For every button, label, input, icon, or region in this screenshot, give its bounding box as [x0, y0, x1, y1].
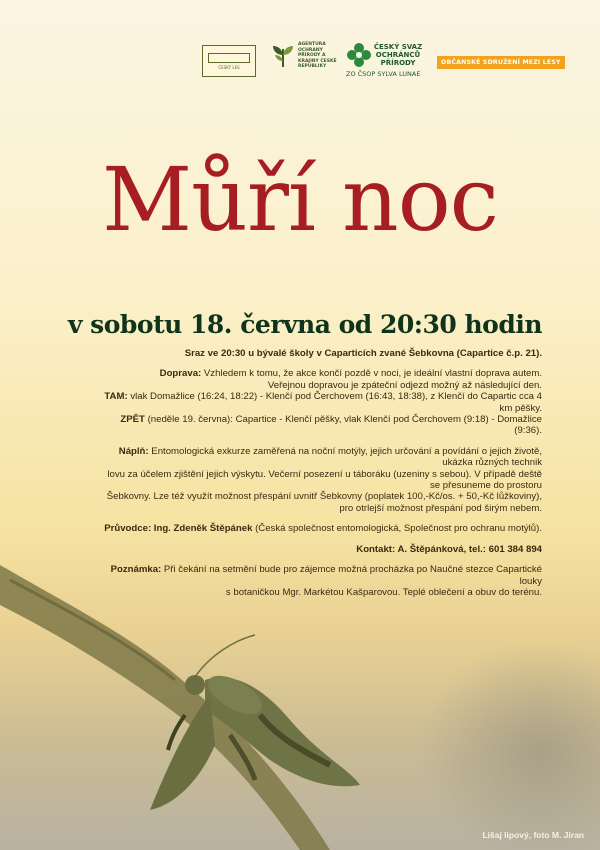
clover-emblem-icon [346, 42, 372, 68]
cesky-les-emblem-icon [208, 53, 250, 63]
transport-there-text: vlak Domažlice (16:24, 18:22) - Klenčí pod Čerchovem (16:43, 18:38), z Klenčí do Capartic cca 4 km pěšky. [127, 391, 542, 414]
transport-line-2: Veřejnou dopravou je zpáteční odjezd možný až následující den. [267, 379, 542, 391]
transport-there-label: TAM: [104, 391, 128, 403]
aopk-logo [270, 42, 346, 70]
aopk-logo-text: AGENTURA OCHRANY PŘÍRODY A KRAJINY ČESKÉ REPUBLIKY [298, 42, 337, 69]
event-date-time: v sobotu 18. června od 20:30 hodin [67, 310, 542, 339]
note-line-2: s botaničkou Mgr. Markétou Kašparovou. Teplé oblečení a obuv do terénu. [225, 586, 542, 598]
program-line-2: lovu za účelem zjištění jejich výskytu. Večerní posezení u táboráku (uzeniny s sebou). V případě deště se přesuneme do prostoru [107, 468, 542, 492]
transport-back-text: (neděle 19. června): Capartice - Klenčí pěšky, vlak Klenčí pod Čerchovem (9:18) - Domažlice (9:36). [144, 414, 542, 437]
program-label: Náplň: [118, 445, 149, 457]
contact-line: Kontakt: A. Štěpánková, tel.: 601 384 894 [356, 543, 542, 555]
transport-line-1 [95, 368, 542, 379]
csop-logo-text: ČESKÝ SVAZ OCHRÁNCŮ PŘÍRODY [373, 43, 423, 67]
transport-text-1: Vzhledem k tomu, že akce končí pozdě v noci, je ideální vlastní doprava autem. [201, 368, 542, 380]
program-line-3: Šebkovny. Lze též využít možnost přespání uvnitř Šebkovny (poplatek 100,-Kč/os. + 50,-Kč lůžkoviny), [106, 491, 542, 503]
csop-logo [346, 42, 424, 78]
transport-there [95, 391, 542, 414]
mezi-lesy-prefix: OBČANSKÉ SDRUŽENÍ [441, 59, 521, 66]
meeting-point: Sraz ve 20:30 u bývalé školy v Caparticích zvané Šebkovna (Capartice č.p. 21). [184, 348, 542, 359]
cesky-les-logo [202, 45, 256, 77]
branch-icon [0, 565, 330, 850]
mezi-lesy-badge [437, 56, 565, 69]
program-text-1: Entomologická exkurze zaměřená na noční motýly, jejich určování a povídání o jejich životě, ukázka různých technik [148, 445, 542, 469]
cesky-les-logo-text: ČESKÝ LES [218, 64, 240, 70]
photo-credit: Lišaj lipový, foto M. Jiran [482, 830, 584, 840]
transport-back-label: ZPĚT [120, 414, 145, 426]
sponsor-logos [0, 42, 600, 87]
transport-back [95, 414, 542, 437]
guide-text: (Česká společnost entomologická, Společnost pro ochranu motýlů). [252, 523, 542, 535]
mezi-lesy-bold: MEZI LESY [522, 59, 561, 66]
leaf-emblem-icon [270, 43, 296, 69]
program-line-1 [95, 446, 542, 469]
background-blur [420, 640, 600, 850]
transport-label: Doprava: [159, 368, 202, 380]
csop-logo-subtext: ZO ČSOP SYLVA LUNAE [346, 70, 421, 78]
program-line-4: pro otrlejší možnost přespání pod širým nebem. [339, 502, 542, 514]
note-text-1: Při čekání na setmění bude pro zájemce možná procházka po Naučné stezce Capartické louky [161, 564, 542, 587]
moth-photo [0, 520, 600, 850]
note-label: Poznámka: [110, 564, 162, 576]
guide-label: Průvodce: Ing. Zdeněk Štěpánek [104, 523, 253, 535]
poster-title: Můří noc [102, 148, 498, 251]
